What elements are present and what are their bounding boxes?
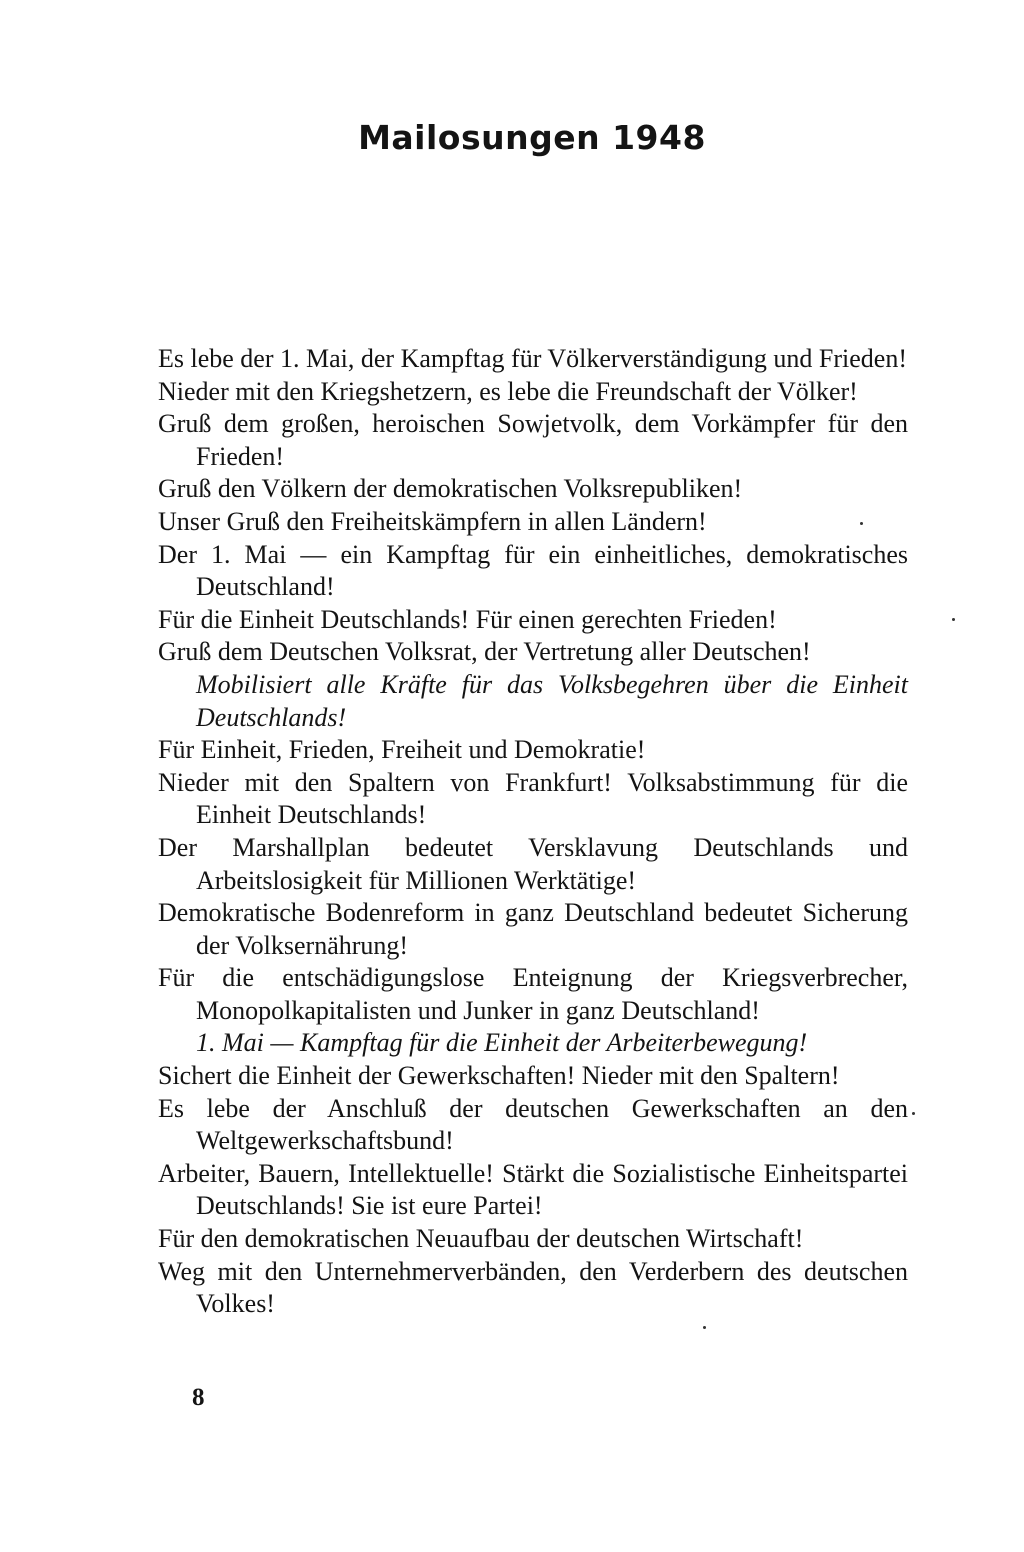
slogan-item: Für die Einheit Deutschlands! Für einen gerechten Frieden! bbox=[158, 604, 777, 634]
slogan-item: Nieder mit den Kriegshetzern, es lebe die Freundschaft der Völker! bbox=[158, 376, 858, 406]
print-speck bbox=[952, 618, 955, 621]
print-speck bbox=[912, 1112, 915, 1115]
slogan-item: Gruß dem Deutschen Volksrat, der Vertretung aller Deutschen! bbox=[158, 637, 811, 667]
slogan-item: Es lebe der 1. Mai, der Kampftag für Völkerverständigung und Frieden! bbox=[158, 344, 907, 373]
slogan-item: Arbeiter, Bauern, Intellektuelle! Stärkt die Sozialistische Einheitspartei Deutschlands! Sie ist eure Partei! bbox=[158, 1158, 908, 1221]
slogan-item: Gruß dem großen, heroischen Sowjetvolk, dem Vorkämpfer für den Frieden! bbox=[158, 409, 908, 471]
slogan-item: Sichert die Einheit der Gewerkschaften! Nieder mit den Spaltern! bbox=[158, 1061, 840, 1091]
print-speck bbox=[703, 1326, 706, 1329]
page-title: Mailosungen 1948 bbox=[358, 118, 706, 157]
slogan-item: Für den demokratischen Neuaufbau der deutschen Wirtschaft! bbox=[158, 1224, 804, 1254]
slogan-item: Für die entschädigungslose Enteignung der Kriegsverbrecher, Monopolkapitalisten und Junker in ganz Deutschland! bbox=[158, 963, 908, 1025]
slogan-item: Gruß den Völkern der demokratischen Volksrepubliken! bbox=[158, 474, 743, 504]
slogan-item-emphasized: Mobilisiert alle Kräfte für das Volksbegehren über die Einheit Deutschlands! bbox=[196, 669, 908, 732]
slogan-list bbox=[158, 343, 908, 1321]
slogan-item: Demokratische Bodenreform in ganz Deutschland bedeutet Sicherung der Volksernährung! bbox=[158, 898, 908, 960]
slogan-item: Es lebe der Anschluß der deutschen Gewerkschaften an den Weltgewerkschaftsbund! bbox=[158, 1093, 908, 1156]
slogan-item-emphasized: 1. Mai — Kampftag für die Einheit der Arbeiterbewegung! bbox=[196, 1028, 808, 1058]
print-speck bbox=[860, 522, 863, 525]
slogan-item: Der Marshallplan bedeutet Versklavung Deutschlands und Arbeitslosigkeit für Millionen Werktätige! bbox=[158, 832, 908, 895]
slogan-item: Nieder mit den Spaltern von Frankfurt! Volksabstimmung für die Einheit Deutschlands! bbox=[158, 767, 908, 830]
slogan-item: Weg mit den Unternehmerverbänden, den Verderbern des deutschen Volkes! bbox=[158, 1256, 908, 1319]
page-number: 8 bbox=[192, 1384, 205, 1411]
slogan-item: Unser Gruß den Freiheitskämpfern in allen Ländern! bbox=[158, 506, 707, 536]
slogan-item: Der 1. Mai — ein Kampftag für ein einheitliches, demokratisches Deutschland! bbox=[158, 539, 908, 602]
slogan-item: Für Einheit, Frieden, Freiheit und Demokratie! bbox=[158, 735, 646, 765]
